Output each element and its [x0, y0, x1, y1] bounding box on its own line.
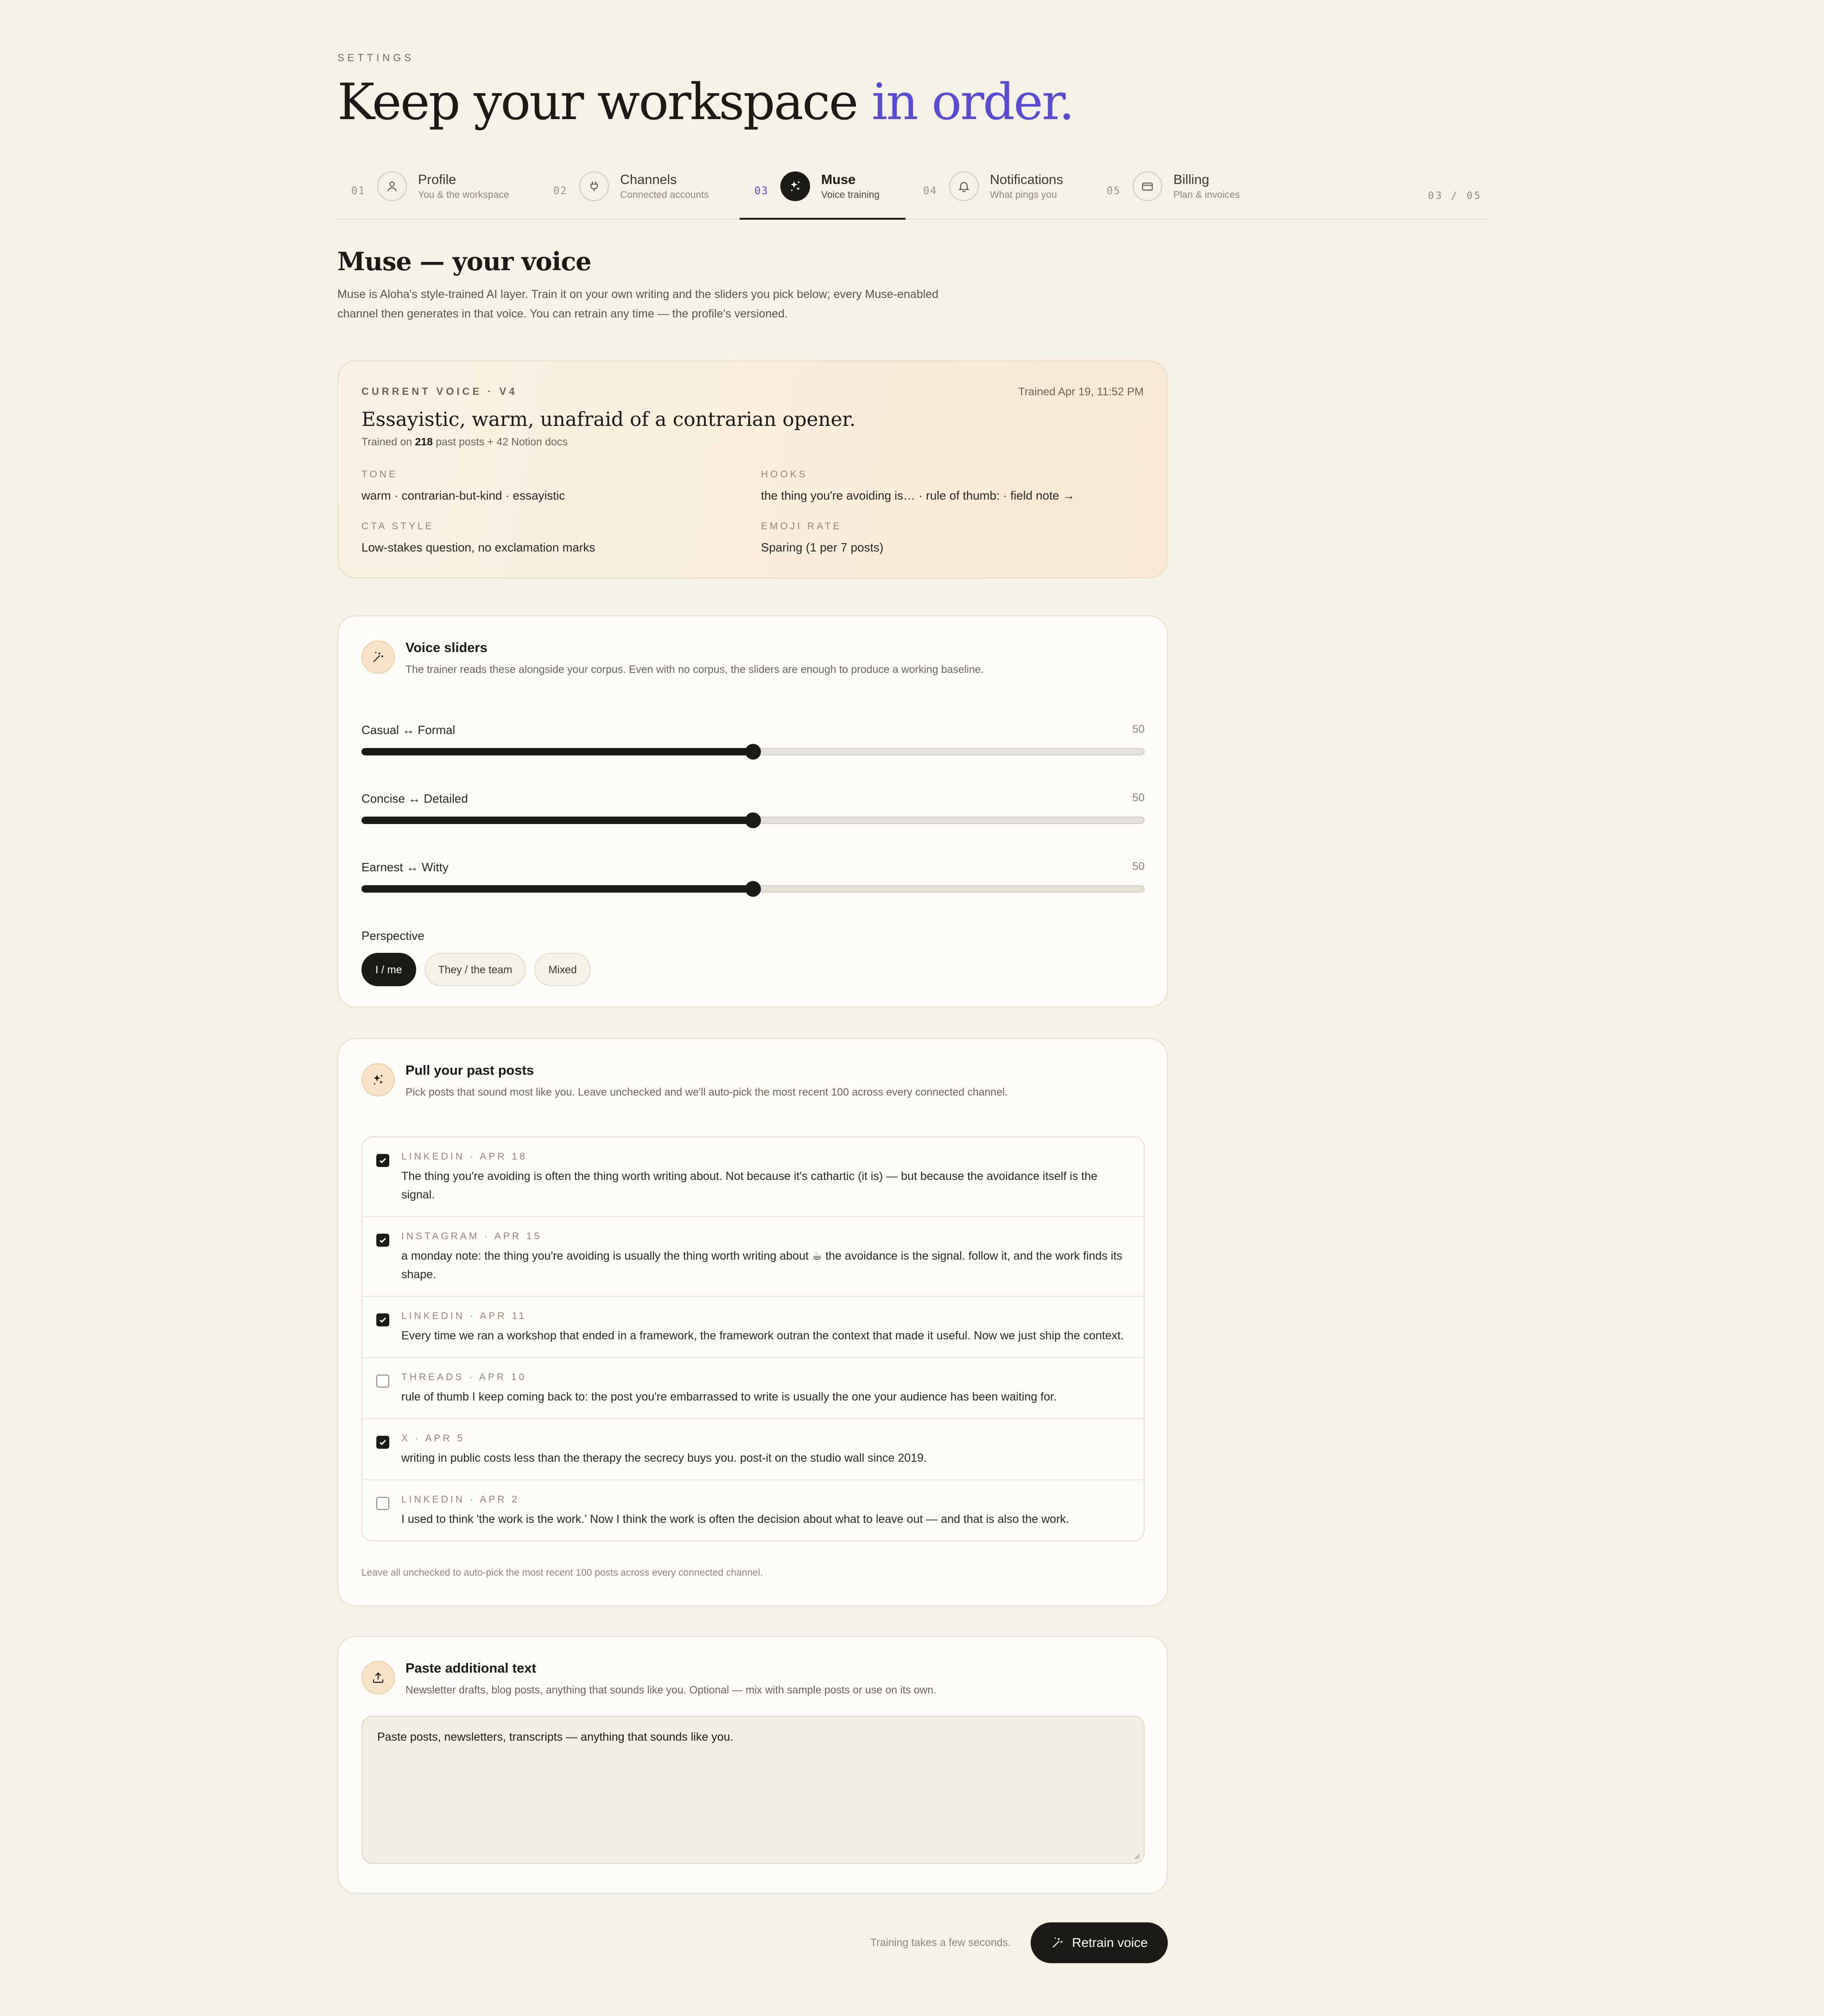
- textarea-placeholder: Paste posts, newsletters, transcripts — anything that sounds like you.: [377, 1731, 734, 1743]
- tab-number: 03: [754, 185, 769, 197]
- slider-label: Concise ↔ Detailed: [361, 792, 468, 805]
- slider-thumb[interactable]: [745, 744, 761, 760]
- tab-number: 02: [553, 185, 568, 197]
- active-tab-indicator: [740, 218, 906, 220]
- upload-icon: [361, 1661, 395, 1694]
- training-meta-prefix: Trained on: [361, 436, 412, 448]
- hooks-value: the thing you're avoiding is… · rule of thumb: · field note →: [761, 488, 1075, 502]
- tab-counter: 03 / 05: [1428, 190, 1482, 201]
- post-meta: LINKEDIN · APR 18: [401, 1151, 527, 1162]
- post-item[interactable]: [362, 1137, 1144, 1217]
- tab-notifications[interactable]: [923, 167, 1063, 220]
- post-meta: LINKEDIN · APR 2: [401, 1494, 520, 1505]
- slider-thumb[interactable]: [745, 812, 761, 828]
- tab-sublabel: What pings you: [990, 190, 1057, 200]
- post-meta: LINKEDIN · APR 11: [401, 1311, 527, 1321]
- slider-earnest-witty[interactable]: [361, 860, 1145, 911]
- trained-timestamp: Trained Apr 19, 11:52 PM: [1018, 386, 1144, 398]
- tab-sublabel: Connected accounts: [620, 190, 709, 200]
- past-posts-card: [337, 1038, 1168, 1606]
- post-list: [361, 1136, 1145, 1541]
- resize-grip-icon[interactable]: [1133, 1852, 1140, 1859]
- slider-concise-detailed[interactable]: [361, 792, 1145, 843]
- slider-fill: [361, 748, 753, 755]
- post-item[interactable]: [362, 1419, 1144, 1480]
- post-checkbox[interactable]: [376, 1313, 389, 1326]
- paste-text-card: [337, 1636, 1168, 1894]
- paste-textarea[interactable]: [361, 1716, 1145, 1864]
- slider-fill: [361, 885, 753, 893]
- voice-sliders-card: [337, 615, 1168, 1008]
- tone-field: [361, 469, 741, 503]
- tone-label: TONE: [361, 469, 398, 480]
- perspective-option-i-me[interactable]: I / me: [361, 953, 416, 986]
- post-item[interactable]: [362, 1358, 1144, 1419]
- slider-label: Casual ↔ Formal: [361, 723, 456, 737]
- emoji-rate-value: Sparing (1 per 7 posts): [761, 540, 884, 554]
- tab-label: Muse: [821, 172, 856, 187]
- post-date: APR 2: [480, 1494, 520, 1505]
- training-meta-suffix: past posts + 42 Notion docs: [436, 436, 568, 448]
- post-item[interactable]: [362, 1480, 1144, 1541]
- post-text: writing in public costs less than the therapy the secrecy buys you. post-it on the studio wall since 2019.: [401, 1452, 927, 1464]
- slider-value: 50: [1132, 860, 1145, 873]
- slider-casual-formal[interactable]: [361, 723, 1145, 774]
- slider-thumb[interactable]: [745, 881, 761, 897]
- tab-label: Profile: [418, 172, 456, 187]
- post-item[interactable]: [362, 1297, 1144, 1358]
- post-channel: THREADS: [401, 1372, 464, 1382]
- post-date: APR 15: [494, 1231, 542, 1242]
- slider-fill: [361, 817, 753, 824]
- posts-footnote: Leave all unchecked to auto-pick the most recent 100 posts across every connected channel.: [361, 1567, 763, 1578]
- post-checkbox[interactable]: [376, 1497, 389, 1510]
- perspective-label: Perspective: [361, 929, 424, 943]
- sparkle-icon: [780, 171, 810, 201]
- tab-profile[interactable]: [351, 167, 509, 220]
- training-post-count: 218: [415, 436, 433, 448]
- card-subtitle: Pick posts that sound most like you. Leave unchecked and we'll auto-pick the most recent 100 across every connected channel.: [405, 1086, 1008, 1098]
- card-subtitle: The trainer reads these alongside your corpus. Even with no corpus, the sliders are enough to produce a working baseline.: [405, 663, 984, 675]
- post-channel: LINKEDIN: [401, 1311, 465, 1321]
- slider-value: 50: [1132, 792, 1145, 804]
- card-title: Paste additional text: [405, 1661, 537, 1676]
- post-text: Every time we ran a workshop that ended in a framework, the framework outran the context that made it useful. Now we just ship the context.: [401, 1329, 1124, 1342]
- retrain-voice-label: Retrain voice: [1072, 1935, 1148, 1950]
- section-title: Muse — your voice: [337, 247, 591, 276]
- tab-sublabel: Plan & invoices: [1173, 190, 1240, 200]
- post-item[interactable]: [362, 1217, 1144, 1297]
- settings-tabs: [337, 167, 1487, 220]
- tab-number: 05: [1107, 185, 1121, 197]
- tab-label: Channels: [620, 172, 677, 187]
- perspective-option-mixed[interactable]: Mixed: [534, 953, 590, 986]
- current-voice-eyebrow: CURRENT VOICE · V4: [361, 386, 518, 397]
- post-checkbox[interactable]: [376, 1375, 389, 1388]
- post-checkbox[interactable]: [376, 1154, 389, 1167]
- cta-style-label: CTA STYLE: [361, 521, 434, 532]
- perspective-options: [361, 953, 591, 986]
- post-channel: X: [401, 1433, 411, 1444]
- emoji-rate-label: EMOJI RATE: [761, 521, 842, 532]
- magic-wand-icon: [1051, 1936, 1064, 1950]
- tab-number: 01: [351, 185, 366, 197]
- post-text: a monday note: the thing you're avoiding is usually the thing worth writing about ☕ the avoidance is the signal. follow it, and the work finds its shape.: [401, 1249, 1122, 1281]
- magic-wand-icon: [361, 640, 395, 674]
- training-note: Training takes a few seconds.: [870, 1936, 1011, 1948]
- slider-label: Earnest ↔ Witty: [361, 860, 449, 874]
- post-meta: INSTAGRAM · APR 15: [401, 1231, 542, 1242]
- bell-icon: [949, 171, 979, 201]
- current-voice-card: [337, 361, 1168, 578]
- slider-value: 50: [1132, 723, 1145, 735]
- title-accent: in order.: [871, 73, 1074, 131]
- hooks-field: [761, 469, 1141, 503]
- post-checkbox[interactable]: [376, 1234, 389, 1247]
- post-date: APR 10: [479, 1372, 527, 1382]
- card-icon: [1133, 171, 1162, 201]
- page-title: [337, 73, 1073, 131]
- tab-billing[interactable]: [1107, 167, 1240, 220]
- tab-label: Billing: [1173, 172, 1210, 187]
- sparkle-icon: [361, 1063, 395, 1097]
- post-channel: LINKEDIN: [401, 1494, 465, 1505]
- tab-sublabel: You & the workspace: [418, 190, 509, 200]
- section-description: Muse is Aloha's style-trained AI layer. Train it on your own writing and the sliders you pick below; every Muse-enabled channel then generates in that voice. You can retrain any time — the profile's versioned.: [337, 288, 939, 320]
- hooks-label: HOOKS: [761, 469, 808, 480]
- post-date: APR 18: [480, 1151, 527, 1162]
- cta-style-field: [361, 521, 741, 555]
- cta-style-value: Low-stakes question, no exclamation marks: [361, 540, 595, 554]
- post-text: I used to think 'the work is the work.' Now I think the work is often the decision about what to leave out — and that is also the work.: [401, 1513, 1069, 1526]
- voice-headline: Essayistic, warm, unafraid of a contrarian opener.: [361, 408, 856, 431]
- card-title: Pull your past posts: [405, 1063, 534, 1078]
- post-meta: X · APR 5: [401, 1433, 465, 1444]
- post-text: rule of thumb I keep coming back to: the post you're embarrassed to write is usually the one your audience has been waiting for.: [401, 1390, 1057, 1403]
- card-subtitle: Newsletter drafts, blog posts, anything that sounds like you. Optional — mix with sample posts or use on its own.: [405, 1684, 937, 1696]
- user-icon: [377, 171, 407, 201]
- post-channel: INSTAGRAM: [401, 1231, 480, 1242]
- title-main: Keep your workspace: [337, 73, 857, 131]
- post-checkbox[interactable]: [376, 1436, 389, 1449]
- post-date: APR 11: [480, 1311, 527, 1321]
- post-date: APR 5: [425, 1433, 465, 1444]
- tab-label: Notifications: [990, 172, 1063, 187]
- post-text: The thing you're avoiding is often the thing worth writing about. Not because it's cathartic (it is) — but because the avoidance itself is the signal.: [401, 1170, 1098, 1201]
- retrain-voice-button[interactable]: [1031, 1922, 1168, 1963]
- plug-icon: [579, 171, 609, 201]
- settings-eyebrow: SETTINGS: [337, 52, 415, 63]
- card-title: Voice sliders: [405, 640, 488, 655]
- post-meta: THREADS · APR 10: [401, 1372, 527, 1382]
- tab-muse[interactable]: [754, 167, 880, 220]
- tab-channels[interactable]: [553, 167, 709, 220]
- post-channel: LINKEDIN: [401, 1151, 465, 1162]
- perspective-option-they-team[interactable]: They / the team: [424, 953, 526, 986]
- tab-sublabel: Voice training: [821, 190, 880, 200]
- emoji-rate-field: [761, 521, 1141, 555]
- training-meta: [361, 436, 568, 448]
- tab-number: 04: [923, 185, 937, 197]
- tone-value: warm · contrarian-but-kind · essayistic: [361, 488, 565, 502]
